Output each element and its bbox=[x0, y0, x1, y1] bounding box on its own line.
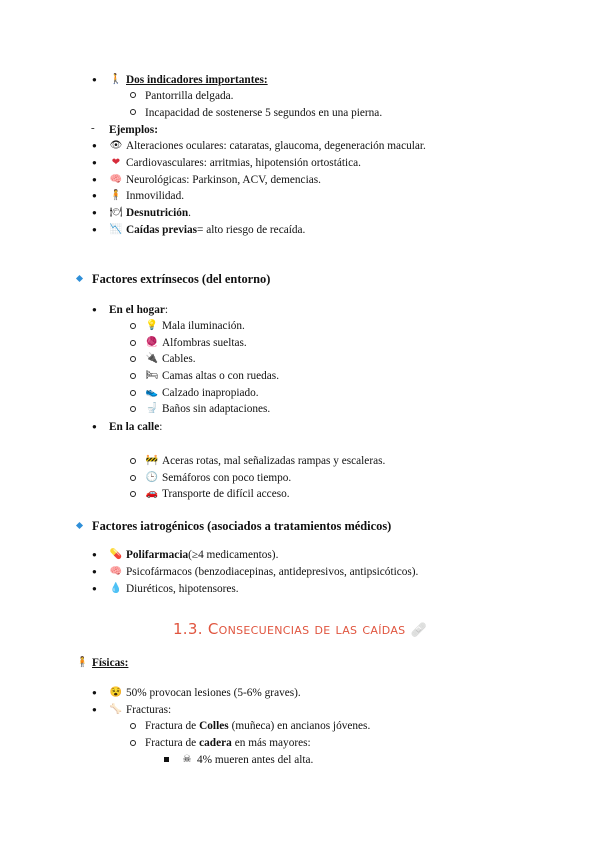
standing-person-icon: 🧍 bbox=[76, 657, 89, 668]
list-item: 🚽 Baños sin adaptaciones. bbox=[145, 403, 271, 415]
list-bullet: ● bbox=[92, 422, 97, 431]
list-bullet: ● bbox=[92, 175, 97, 184]
list-bullet: ● bbox=[92, 688, 97, 697]
street-label: En la calle : bbox=[109, 421, 163, 433]
list-item: 🛏 Camas altas o con ruedas. bbox=[145, 370, 280, 382]
list-item: 🧶 Alfombras sueltas. bbox=[145, 337, 247, 349]
walking-person-icon: 🚶 bbox=[109, 74, 123, 85]
sub-bullet bbox=[130, 740, 136, 746]
brain-icon: 🧠 bbox=[109, 566, 123, 577]
list-item: 🕒 Semáforos con poco tiempo. bbox=[145, 472, 292, 484]
list-item: 🔌 Cables. bbox=[145, 353, 196, 365]
list-bullet: ● bbox=[92, 567, 97, 576]
shoe-icon: 👟 bbox=[145, 387, 159, 398]
sub-bullet bbox=[130, 475, 136, 481]
diamond-bullet bbox=[76, 275, 83, 282]
list-item: 🧠 Neurológicas: Parkinson, ACV, demencias. bbox=[109, 174, 321, 186]
construction-icon: 🚧 bbox=[145, 455, 159, 466]
list-item: ☠ 4% mueren antes del alta. bbox=[180, 752, 313, 768]
sub-bullet bbox=[130, 356, 136, 362]
list-bullet: ● bbox=[92, 225, 97, 234]
list-item: Incapacidad de sostenerse 5 segundos en una pierna. bbox=[145, 107, 383, 119]
list-bullet: ● bbox=[92, 141, 97, 150]
list-item: 📉 Caídas previas = alto riesgo de recaída. bbox=[109, 224, 306, 236]
list-bullet: ● bbox=[92, 584, 97, 593]
bone-icon: 🦴 bbox=[109, 704, 123, 715]
list-item: Fractura de cadera en más mayores: bbox=[145, 737, 311, 749]
list-item: 🦴 Fracturas: bbox=[109, 704, 172, 716]
lightbulb-icon: 💡 bbox=[145, 320, 159, 331]
dizzy-face-icon: 😵 bbox=[109, 687, 123, 698]
diamond-bullet bbox=[76, 522, 83, 529]
eye-icon: 👁 bbox=[109, 140, 123, 151]
list-item: 🚗 Transporte de difícil acceso. bbox=[145, 488, 290, 500]
sub-bullet bbox=[130, 390, 136, 396]
list-item: 🍽 Desnutrición . bbox=[109, 207, 191, 219]
adhesive-bandage-icon: 🩹 bbox=[410, 623, 428, 638]
list-bullet: ● bbox=[92, 191, 97, 200]
physical-label: 🧍 Físicas: bbox=[76, 657, 129, 669]
square-bullet bbox=[164, 757, 169, 762]
list-item: 😵 50% provocan lesiones (5-6% graves). bbox=[109, 687, 301, 699]
plate-icon: 🍽 bbox=[109, 207, 123, 218]
droplet-icon: 💧 bbox=[109, 583, 123, 594]
examples-label: Ejemplos: bbox=[109, 124, 158, 136]
pill-icon: 💊 bbox=[109, 549, 123, 560]
sub-bullet bbox=[130, 723, 136, 729]
sub-bullet bbox=[130, 109, 136, 115]
toilet-icon: 🚽 bbox=[145, 403, 159, 414]
list-item: 🧠 Psicofármacos (benzodiacepinas, antidepresivos, antipsicóticos). bbox=[109, 566, 419, 578]
bed-icon: 🛏 bbox=[145, 370, 159, 381]
sub-bullet bbox=[130, 92, 136, 98]
list-bullet: ● bbox=[92, 75, 97, 84]
list-bullet: ● bbox=[92, 705, 97, 714]
list-item: Pantorrilla delgada. bbox=[145, 90, 234, 102]
list-item-indicators bbox=[109, 72, 268, 88]
list-item: 🚧 Aceras rotas, mal señalizadas rampas y escaleras. bbox=[145, 455, 386, 467]
list-item: 💊 Polifarmacia (≥4 medicamentos). bbox=[109, 549, 279, 561]
sub-bullet bbox=[130, 406, 136, 412]
chart-down-icon: 📉 bbox=[109, 224, 123, 235]
list-bullet: ● bbox=[92, 550, 97, 559]
section-title: 1.3. Consecuencias de las caídas 🩹 bbox=[172, 620, 428, 638]
dash-bullet: - bbox=[91, 122, 95, 134]
list-bullet: ● bbox=[92, 208, 97, 217]
sub-bullet bbox=[130, 458, 136, 464]
list-item: 🧍 Inmovilidad. bbox=[109, 190, 185, 202]
indicators-label: Dos indicadores importantes: bbox=[126, 74, 268, 86]
brain-icon: 🧠 bbox=[109, 174, 123, 185]
list-item: 💧 Diuréticos, hipotensores. bbox=[109, 583, 239, 595]
list-item: Fractura de Colles (muñeca) en ancianos jóvenes. bbox=[145, 720, 371, 732]
sub-bullet bbox=[130, 340, 136, 346]
heading-extrinsic: Factores extrínsecos (del entorno) bbox=[92, 272, 271, 286]
list-item: 💡 Mala iluminación. bbox=[145, 320, 245, 332]
list-bullet: ● bbox=[92, 158, 97, 167]
clock-icon: 🕒 bbox=[145, 472, 159, 483]
plug-icon: 🔌 bbox=[145, 353, 159, 364]
list-item: 👁 Alteraciones oculares: cataratas, glaucoma, degeneración macular. bbox=[109, 140, 426, 152]
sub-bullet bbox=[130, 491, 136, 497]
home-label: En el hogar : bbox=[109, 304, 169, 316]
list-item: ❤ Cardiovasculares: arritmias, hipotensión ortostática. bbox=[109, 155, 361, 171]
skull-crossbones-icon: ☠ bbox=[182, 754, 192, 765]
sub-bullet bbox=[130, 323, 136, 329]
list-bullet: ● bbox=[92, 305, 97, 314]
sub-bullet bbox=[130, 373, 136, 379]
list-item: 👟 Calzado inapropiado. bbox=[145, 387, 259, 399]
heading-iatrogenic: Factores iatrogénicos (asociados a tratamientos médicos) bbox=[92, 519, 392, 533]
car-icon: 🚗 bbox=[145, 488, 159, 499]
yarn-icon: 🧶 bbox=[145, 337, 159, 348]
heart-icon: ❤ bbox=[111, 157, 121, 168]
standing-person-icon: 🧍 bbox=[109, 190, 123, 201]
